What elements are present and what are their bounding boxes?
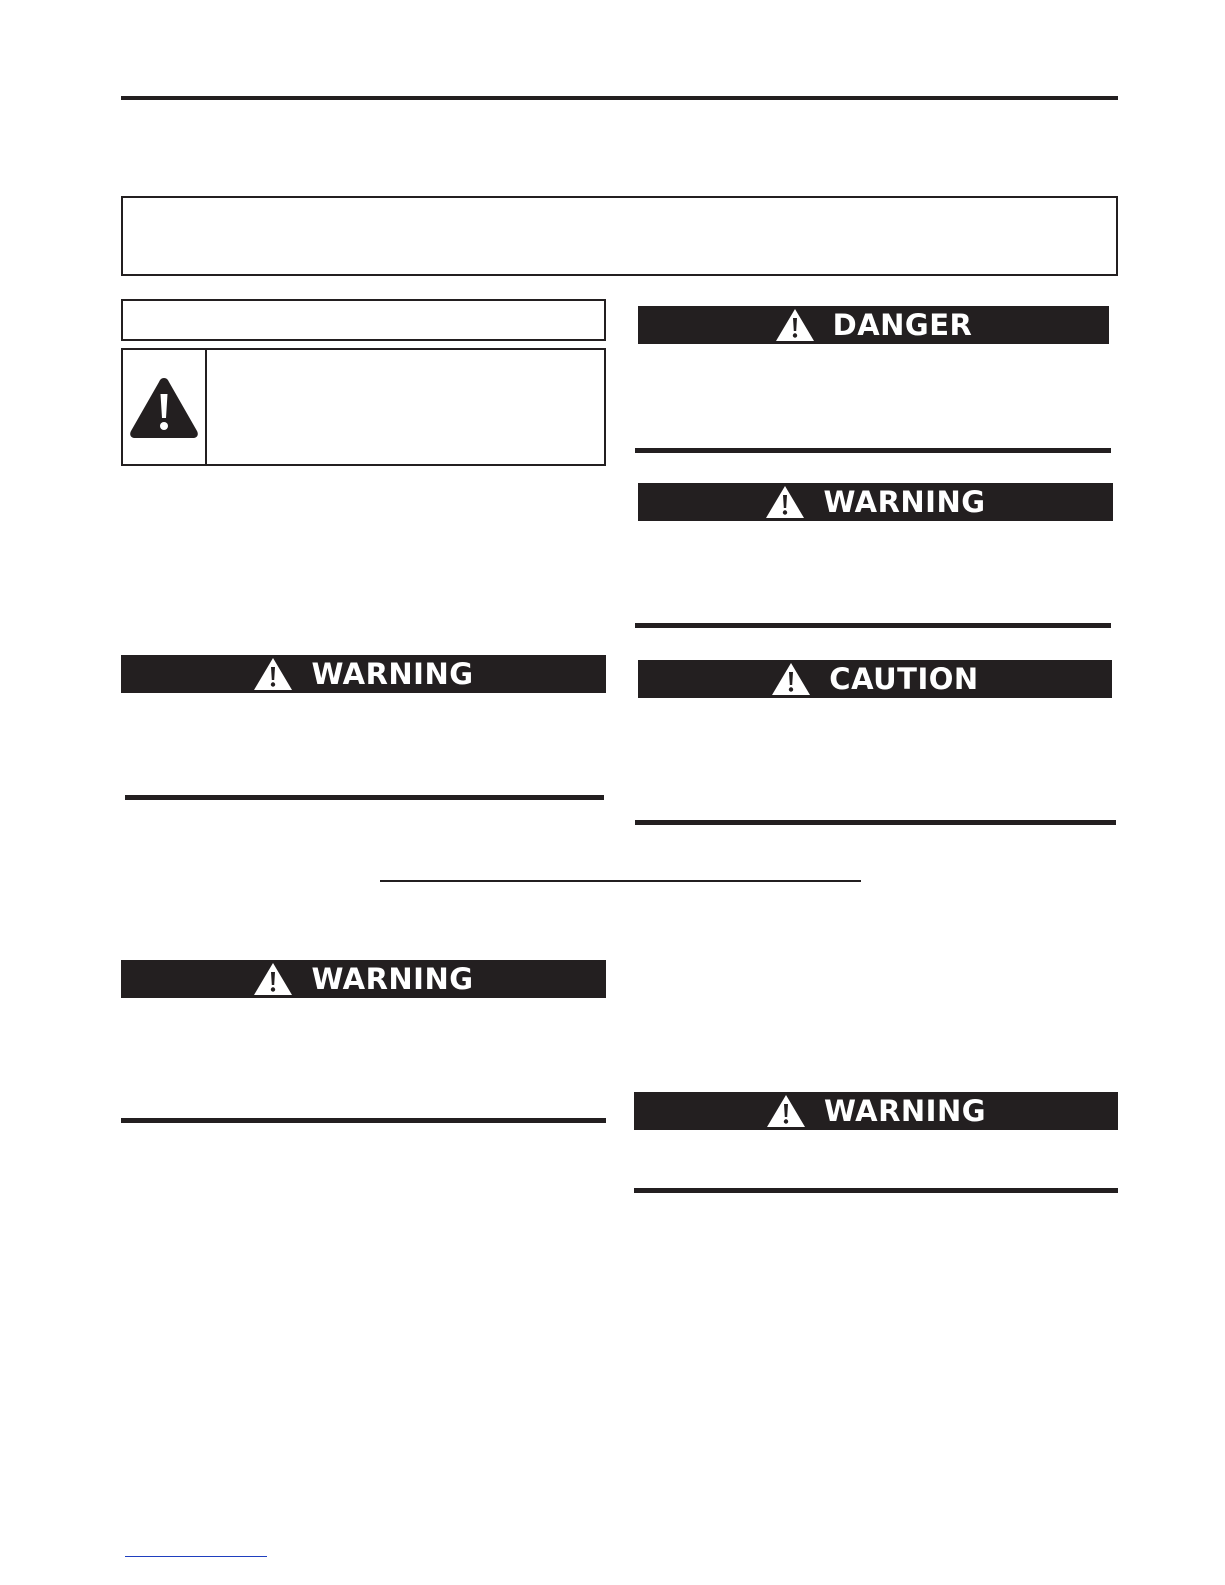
alert-icon-cell (123, 350, 207, 464)
footer-link[interactable] (125, 1556, 267, 1557)
section-heading-underline (380, 880, 861, 882)
header-rule (121, 96, 1118, 100)
warning-triangle-icon (775, 308, 815, 342)
caution-end-rule (635, 820, 1116, 825)
warning-end-rule-left-2 (121, 1118, 606, 1123)
warning-banner-right-lower (634, 1092, 1118, 1130)
intro-box (121, 196, 1118, 276)
danger-banner (638, 306, 1109, 344)
warning-banner-left-1 (121, 655, 606, 693)
warning-triangle-icon (765, 485, 805, 519)
warning-banner-right (638, 483, 1113, 521)
danger-label: DANGER (832, 307, 973, 342)
warning-triangle-icon (128, 374, 200, 440)
section-title-box (121, 299, 606, 341)
safety-alert-box (121, 348, 606, 466)
warning-banner-left-2 (121, 960, 606, 998)
alert-text-area (207, 350, 604, 464)
warning-end-rule-right-lower (634, 1188, 1118, 1193)
warning-end-rule-right (635, 623, 1111, 628)
warning-label: WARNING (823, 484, 986, 519)
danger-end-rule (635, 448, 1111, 453)
warning-triangle-icon (253, 657, 293, 691)
warning-triangle-icon (253, 962, 293, 996)
caution-label: CAUTION (829, 661, 979, 696)
warning-label: WARNING (823, 1093, 987, 1128)
warning-triangle-icon (771, 662, 811, 696)
warning-end-rule-left-1 (125, 795, 604, 800)
warning-label: WARNING (311, 656, 474, 691)
warning-triangle-icon (766, 1094, 806, 1128)
caution-banner (638, 660, 1112, 698)
warning-label: WARNING (311, 961, 474, 996)
